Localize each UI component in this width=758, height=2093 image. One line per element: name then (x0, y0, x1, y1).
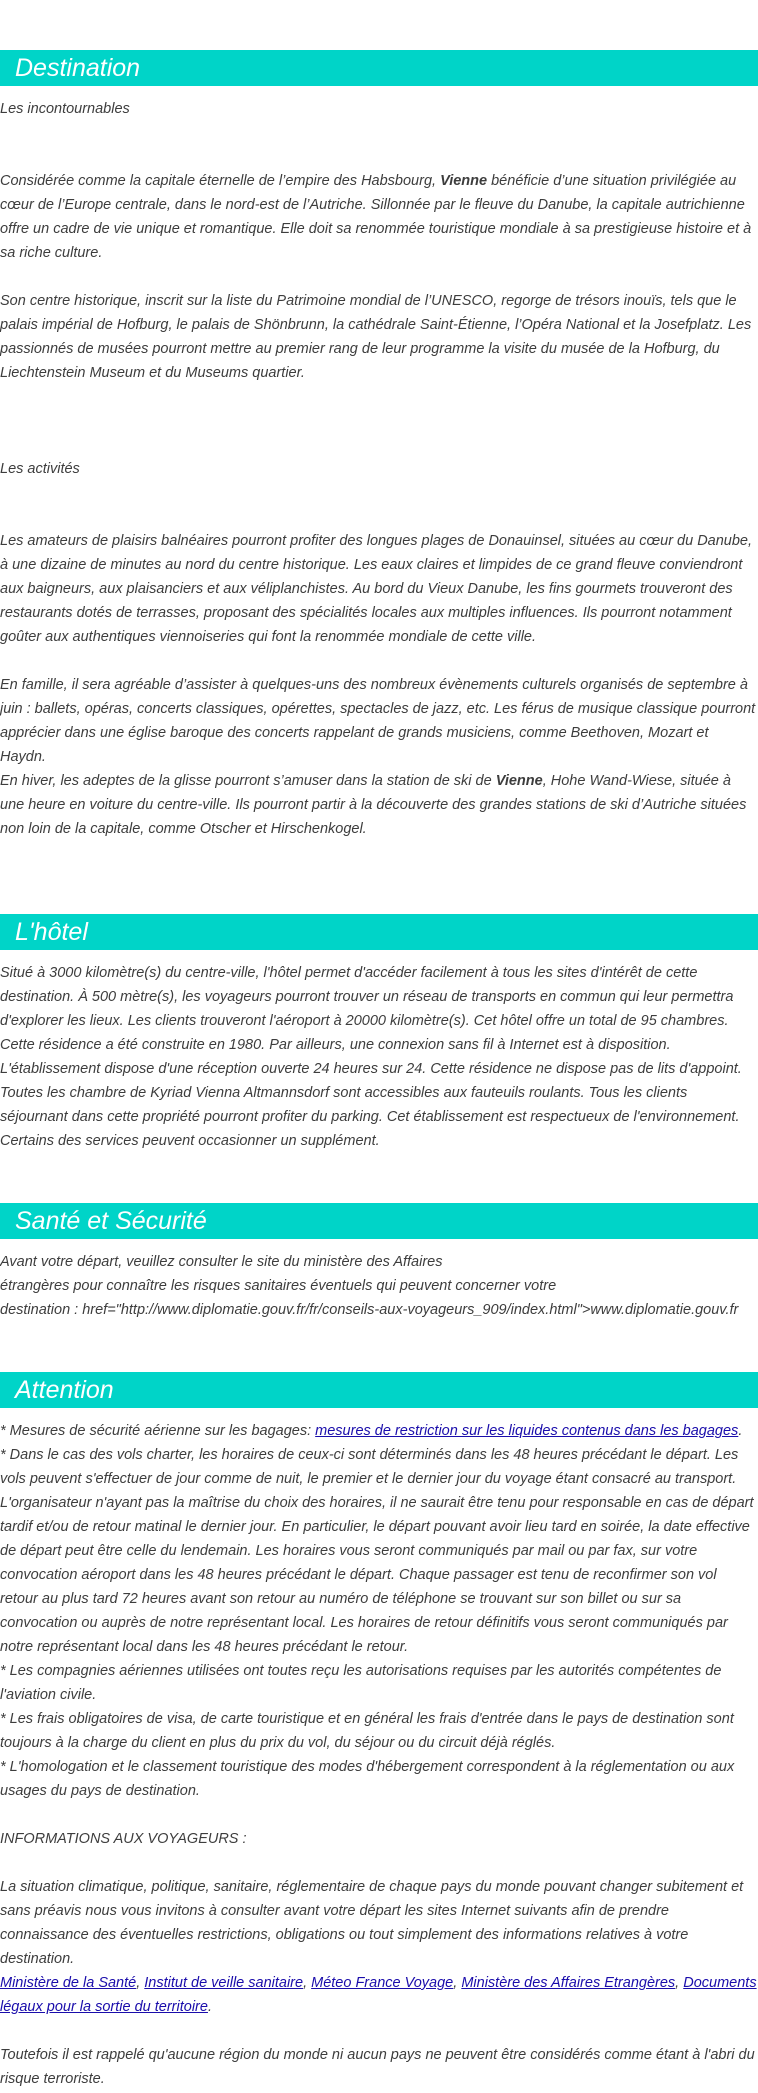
city-name: Vienne (495, 773, 543, 789)
info-heading: INFORMATIONS AUX VOYAGEURS : (0, 1831, 247, 1847)
sante-line-1: Avant votre départ, veuillez consulter le site du ministère des Affaires (0, 1254, 443, 1270)
attention-item-5: * L'homologation et le classement touristique des modes d'hébergement correspondent à la réglementation ou aux usages du pays de destination. (0, 1759, 735, 1799)
attention-title: Attention (15, 1376, 114, 1404)
info-paragraph: La situation climatique, politique, sanitaire, réglementaire de chaque pays du monde pouvant changer subitement et sans préavis nous vous invitons à consulter avant votre départ les sites Internet suivants afin de prendre connaissance des éventuelles restrictions, obligations ou tout simplement des informations relatives à votre destination. (0, 1879, 744, 1967)
destination-header (0, 50, 758, 86)
subtitle-activites: Les activités (0, 461, 80, 477)
city-name: Vienne (440, 173, 488, 189)
link-ministere-sante[interactable]: Ministère de la Santé (0, 1975, 137, 1991)
info-links: Ministère de la Santé, Institut de veille sanitaire, Méteo France Voyage, Ministère des Affaires Etrangères, Documents légaux pour la sortie du territoire. (0, 1975, 757, 2015)
sante-text (0, 1250, 758, 1322)
link-ministere-affaires-etrangeres[interactable]: Ministère des Affaires Etrangères (461, 1975, 676, 1991)
hotel-header (0, 914, 758, 950)
destination-paragraph-2: Son centre historique, inscrit sur la liste du Patrimoine mondial de l’UNESCO, regorge de trésors inouïs, tels que le palais impérial de Hofburg, le palais de Shönbrunn, la cathédrale Saint-Étienne, l’Opéra National et la Josefplatz. Les passionnés de musées pourront mettre au premier rang de leur programme la visite du musée de la Hofburg, du Liechtenstein Museum et du Museums quartier. (0, 293, 752, 381)
sante-header (0, 1203, 758, 1239)
destination-paragraph-1: Considérée comme la capitale éternelle de l’empire des Habsbourg, Vienne bénéficie d’une situation privilégiée au cœur de l’Europe centrale, dans le nord-est de l’Autriche. Sillonnée par le fleuve du Danube, la capitale autrichienne offre un cadre de vie unique et romantique. Elle doit sa renommée touristique mondiale à sa prestigieuse histoire et à sa riche culture. (0, 173, 752, 261)
final-paragraph: Toutefois il est rappelé qu'aucune région du monde ni aucun pays ne peuvent être considérés comme étant à l'abri du risque terroriste. (0, 2047, 755, 2087)
sante-title: Santé et Sécurité (15, 1207, 207, 1235)
attention-item-1: * Mesures de sécurité aérienne sur les bagages: mesures de restriction sur les liquides contenus dans les bagages. (0, 1423, 743, 1439)
activites-paragraph-2: En famille, il sera agréable d’assister à quelques-uns des nombreux évènements culturels organisés de septembre à juin : ballets, opéras, concerts classiques, opérettes, spectacles de jazz, etc. Les férus de musique classique pourront apprécier dans une église baroque des concerts rappelant de grands musiciens, comme Beethoven, Mozart et Haydn. (0, 677, 756, 765)
liquides-restriction-link[interactable]: mesures de restriction sur les liquides contenus dans les bagages (315, 1423, 739, 1439)
destination-title: Destination (15, 54, 141, 82)
activites-paragraph-1: Les amateurs de plaisirs balnéaires pourront profiter des longues plages de Donauinsel, situées au cœur du Danube, à une dizaine de minutes au nord du centre historique. Les eaux claires et limpides de ce grand fleuve conviendront aux baigneurs, aux plaisanciers et aux véliplanchistes. Au bord du Vieux Danube, les fins gourmets trouveront des restaurants dotés de terrasses, proposant des spécialités locales aux multiples influences. Ils pourront notamment goûter aux authentiques viennoiseries qui font la renommée mondiale de cette ville. (0, 533, 753, 645)
hotel-paragraph: Situé à 3000 kilomètre(s) du centre-ville, l'hôtel permet d'accéder facilement à tous les sites d'intérêt de cette destination. À 500 mètre(s), les voyageurs pourront trouver un réseau de transports en commun qui leur permettra d'explorer les lieux. Les clients trouveront l'aéroport à 20000 kilomètre(s). Cet hôtel offre un total de 95 chambres. Cette résidence a été construite en 1980. Par ailleurs, une connexion sans fil à Internet est à disposition. L'établissement dispose d'une réception ouverte 24 heures sur 24. Cette résidence ne dispose pas de lits d'appoint. Toutes les chambre de Kyriad Vienna Altmannsdorf sont accessibles aux fauteuils roulants. Tous les clients séjournant dans cette propriété pourront profiter du parking. Cet établissement est respectueux de l'environnement. Certains des services peuvent occasionner un supplément. (0, 965, 742, 1149)
attention-item-2: * Dans le cas des vols charter, les horaires de ceux-ci sont déterminés dans les 48 heures précédant le départ. Les vols peuvent s'effectuer de jour comme de nuit, le premier et le dernier jour du voyage étant consacré au transport. L'organisateur n'ayant pas la maîtrise du choix des horaires, il ne saurait être tenu pour responsable en cas de départ tardif et/ou de retour matinal le dernier jour. En particulier, le départ pouvant avoir lieu tard en soirée, la date effective de départ peut être celle du lendemain. Les horaires vous seront communiqués par mail ou par fax, sur votre convocation aéroport dans les 48 heures précédant le départ. Chaque passager est tenu de reconfirmer son vol retour au plus tard 72 heures avant son retour au numéro de téléphone se trouvant sur son billet ou sur sa convocation ou auprès de notre représentant local. Les horaires de retour définitifs vous seront communiqués par notre représentant local dans les 48 heures précédant le retour. (0, 1447, 754, 1655)
activites-paragraph-3: En hiver, les adeptes de la glisse pourront s’amuser dans la station de ski de Vienne, Hohe Wand-Wiese, située à une heure en voiture du centre-ville. Ils pourront partir à la découverte des grandes stations de ski d’Autriche situées non loin de la capitale, comme Otscher et Hirschenkogel. (0, 773, 747, 837)
attention-item-4: * Les frais obligatoires de visa, de carte touristique et en général les frais d'entrée dans le pays de destination sont toujours à la charge du client en plus du prix du vol, du séjour ou du circuit déjà réglés. (0, 1711, 734, 1751)
subtitle-incontournables: Les incontournables (0, 101, 130, 117)
sante-line-2: étrangères pour connaître les risques sanitaires éventuels qui peuvent concerner votre (0, 1278, 557, 1294)
link-documents-legaux[interactable]: Documents légaux pour la sortie du territoire (0, 1975, 757, 2015)
hotel-title: L'hôtel (15, 918, 88, 946)
sante-line-3: destination : href="http://www.diplomatie.gouv.fr/fr/conseils-aux-voyageurs_909/index.html">www.diplomatie.gouv.fr (0, 1302, 739, 1318)
attention-header (0, 1372, 758, 1408)
link-meteo-france-voyage[interactable]: Méteo France Voyage (311, 1975, 454, 1991)
attention-item-3: * Les compagnies aériennes utilisées ont toutes reçu les autorisations requises par les autorités compétentes de l'aviation civile. (0, 1663, 722, 1703)
attention-list (0, 1419, 758, 1803)
link-institut-veille-sanitaire[interactable]: Institut de veille sanitaire (144, 1975, 304, 1991)
